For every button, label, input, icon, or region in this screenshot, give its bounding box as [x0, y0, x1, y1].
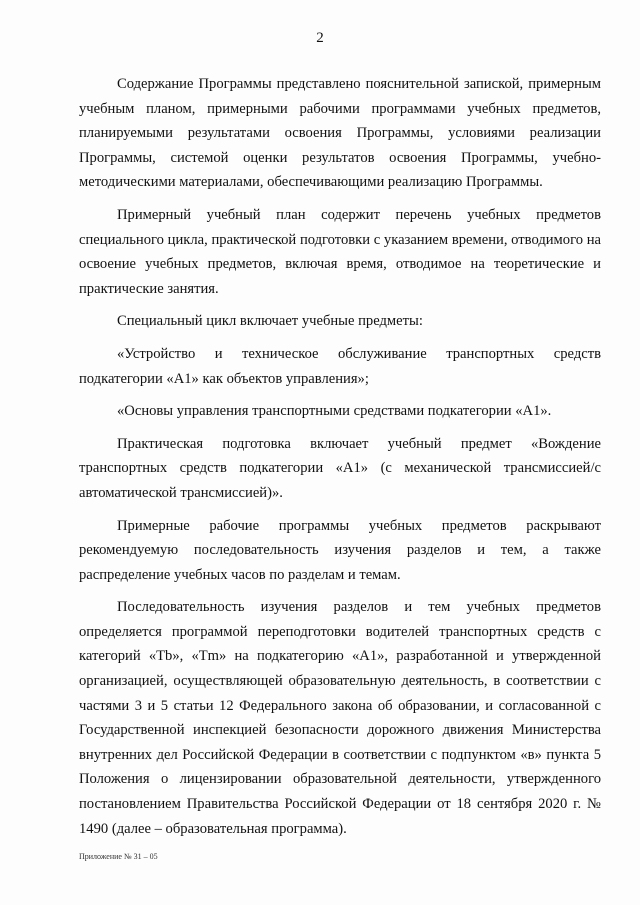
paragraph-subject-basics: «Основы управления транспортными средствами подкатегории «А1».: [117, 403, 552, 420]
document-body: [79, 72, 601, 849]
paragraph-study-sequence: Последовательность изучения разделов и тем учебных предметов определяется программой переподготовки водителей транспортных средств с категорий «Tb», «Tm» на подкатегорию «А1», разработанной и утвержденной организацией, осуществляющей образовательную деятельность, в соответствии с частями 3 и 5 статьи 12 Федерального закона об образовании, и согласованной с Государственной инспекцией безопасности дорожного движения Министерства внутренних дел Российской Федерации в соответствии с подпунктом «в» пункта 5 Положения о лицензировании образовательной деятельности, утвержденного постановлением Правительства Российской Федерации от 18 сентября 2020 г. № 1490 (далее – образовательная программа).: [79, 599, 601, 837]
paragraph-subject-device: «Устройство и техническое обслуживание транспортных средств подкатегории «А1» как объектов управления»;: [79, 345, 601, 387]
paragraph-work-programs: Примерные рабочие программы учебных предметов раскрывают рекомендуемую последовательность изучения разделов и тем, а также распределение учебных часов по разделам и темам.: [79, 517, 601, 583]
paragraph-special-cycle: Специальный цикл включает учебные предметы:: [117, 313, 423, 330]
page-number: 2: [316, 30, 324, 46]
footer-note: Приложение № 31 – 05: [79, 852, 158, 861]
paragraph-practical-training: Практическая подготовка включает учебный предмет «Вождение транспортных средств подкатегории «А1» (с механической трансмиссией/с автоматической трансмиссией)».: [79, 435, 601, 501]
paragraph-curriculum: Примерный учебный план содержит перечень учебных предметов специального цикла, практической подготовки с указанием времени, отводимого на освоение учебных предметов, включая время, отводимое на теоретические и практические занятия.: [79, 206, 601, 297]
paragraph-program-content: Содержание Программы представлено пояснительной запиской, примерным учебным планом, примерными рабочими программами учебных предметов, планируемыми результатами освоения Программы, условиями реализации Программы, системой оценки результатов освоения Программы, учебно-методическими материалами, обеспечивающими реализацию Программы.: [79, 76, 601, 191]
